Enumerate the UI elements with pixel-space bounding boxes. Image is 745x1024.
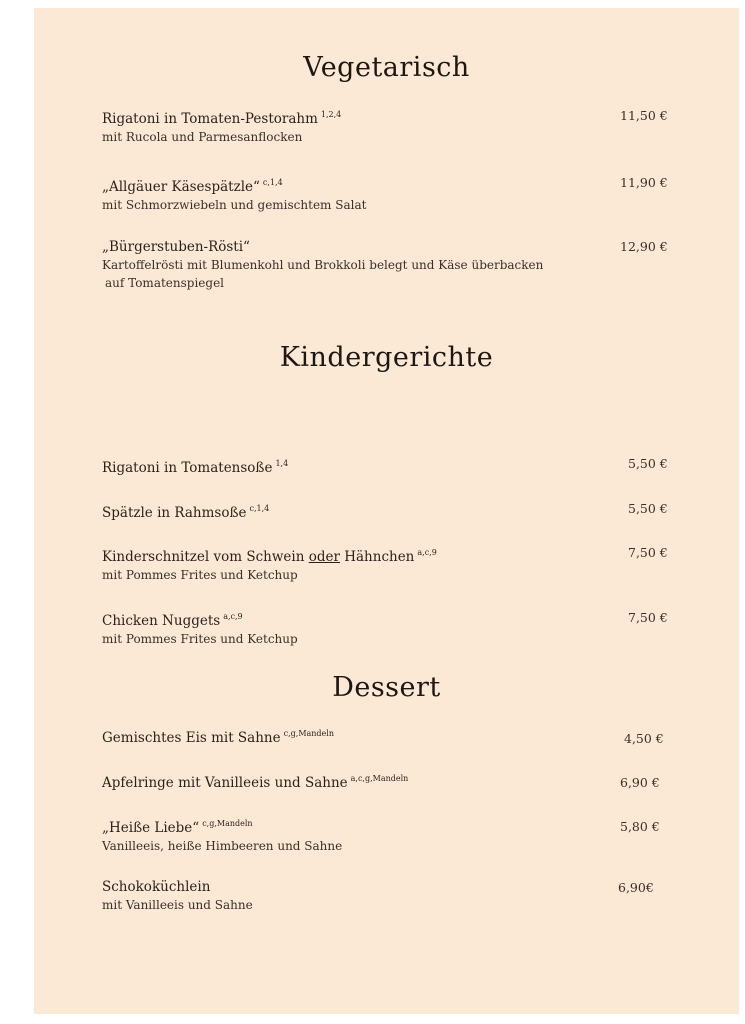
menu-page [34,8,739,1014]
item-name: „Bürgerstuben-Rösti“ [102,239,250,255]
allergen-codes: a,c,9 [223,612,243,621]
allergen-codes: a,c,g,Mandeln [350,774,409,783]
item-price: 12,90 € [620,239,668,254]
menu-item-kinderschnitzel [102,544,682,584]
item-name: Schokoküchlein [102,879,211,895]
item-name: Chicken Nuggets [102,613,221,629]
item-name: Apfelringe mit Vanilleeis und Sahne [102,775,348,791]
allergen-codes: a,c,9 [417,548,437,557]
menu-item-schokokuechlein [102,878,682,914]
item-price: 7,50 € [628,610,668,625]
item-name: Rigatoni in Tomatensoße [102,460,273,476]
item-price: 4,50 € [624,731,664,746]
item-name: Gemischtes Eis mit Sahne [102,730,281,746]
item-name: Spätzle in Rahmsoße [102,505,247,521]
allergen-codes: 1,2,4 [320,110,342,119]
item-description: mit Pommes Frites und Ketchup [102,568,298,582]
item-name-part: Hähnchen [339,549,415,565]
section-title-kindergerichte: Kindergerichte [279,342,494,373]
allergen-codes: c,g,Mandeln [202,819,253,828]
allergen-codes: c,1,4 [262,178,283,187]
item-price: 7,50 € [628,545,668,560]
item-name: Rigatoni in Tomaten-Pestorahm [102,111,318,127]
item-price: 5,50 € [628,456,668,471]
menu-item-gemischtes-eis [102,725,682,747]
allergen-codes: c,g,Mandeln [283,729,334,738]
item-price: 11,50 € [620,108,668,123]
item-name-part: Kinderschnitzel vom Schwein [102,549,309,565]
menu-item-apfelringe [102,770,682,792]
item-description: auf Tomatenspiegel [105,276,225,290]
item-description: mit Schmorzwiebeln und gemischtem Salat [102,198,367,212]
item-price: 6,90 € [620,775,660,790]
menu-item-kaesespaetzle [102,174,682,214]
item-description: Vanilleeis, heiße Himbeeren und Sahne [102,839,343,853]
item-name: „Heiße Liebe“ [102,820,200,836]
item-description: Kartoffelrösti mit Blumenkohl und Brokkoli belegt und Käse überbacken [102,258,544,272]
menu-item-roesti [102,238,682,292]
menu-item-rigatoni-tomaten [102,455,682,477]
allergen-codes: 1,4 [275,459,289,468]
item-price: 6,90€ [618,880,654,895]
item-price: 5,50 € [628,501,668,516]
menu-item-rigatoni-pesto [102,106,682,146]
item-description: mit Pommes Frites und Ketchup [102,632,298,646]
menu-item-chicken-nuggets [102,608,682,648]
item-description: mit Rucola und Parmesanflocken [102,130,303,144]
menu-item-heisse-liebe [102,815,682,855]
allergen-codes: c,1,4 [249,504,270,513]
section-title-vegetarisch: Vegetarisch [303,52,470,83]
item-name: „Allgäuer Käsespätzle“ [102,179,260,195]
item-description: mit Vanilleeis und Sahne [102,898,253,912]
item-price: 11,90 € [620,175,668,190]
menu-item-spaetzle-rahm [102,500,682,522]
item-price: 5,80 € [620,819,660,834]
item-name-emphasis: oder [308,549,340,565]
section-title-dessert: Dessert [332,672,441,703]
